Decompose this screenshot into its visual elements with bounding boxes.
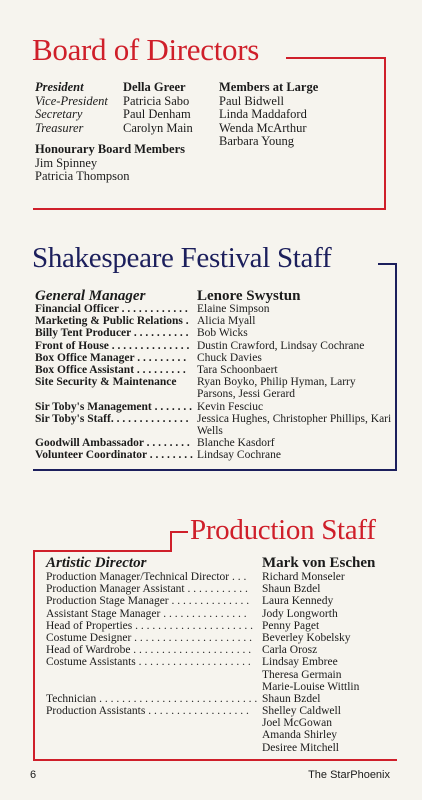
member-name: Paul Bidwell bbox=[219, 93, 284, 108]
production-name: Shaun Bzdel bbox=[262, 692, 321, 705]
officer-name: Paul Denham bbox=[123, 107, 191, 121]
festival-name: Tara Schoonbaert bbox=[197, 363, 278, 376]
production-name: Penny Paget bbox=[262, 619, 320, 632]
board-members-at-large bbox=[219, 81, 318, 149]
production-role: Costume Assistants . . . . . . . . . . . . . . . . . . . . bbox=[46, 656, 251, 669]
production-role: Production Manager Assistant . . . . . . . . . . . bbox=[46, 583, 248, 596]
production-name: Shaun Bzdel bbox=[262, 583, 321, 596]
festival-role: Marketing & Public Relations . bbox=[35, 315, 189, 328]
production-name: Jody Longworth bbox=[262, 607, 338, 620]
festival-role: Goodwill Ambassador . . . . . . . . bbox=[35, 437, 190, 450]
production-title: Production Staff bbox=[190, 514, 376, 546]
board-honourary bbox=[35, 143, 185, 184]
member-name: Wenda McArthur bbox=[219, 120, 307, 135]
production-name: Joel McGowan bbox=[262, 717, 332, 730]
festival-name: Ryan Boyko, Philip Hyman, Larry Parsons, Jessi Gerard bbox=[197, 376, 356, 401]
production-role: Costume Designer . . . . . . . . . . . . . . . . . . . . . bbox=[46, 631, 253, 644]
festival-roles-column bbox=[35, 303, 197, 461]
festival-name: Lindsay Cochrane bbox=[197, 449, 281, 462]
officer-name: Carolyn Main bbox=[123, 120, 193, 135]
honourary-heading: Honourary Board Members bbox=[35, 142, 185, 156]
board-title: Board of Directors bbox=[32, 32, 260, 67]
festival-name: Blanche Kasdorf bbox=[197, 437, 275, 450]
production-name: Marie-Louise Wittlin bbox=[262, 680, 360, 693]
festival-frame-top bbox=[378, 263, 396, 265]
production-frame-top bbox=[170, 531, 188, 533]
production-role: Assistant Stage Manager . . . . . . . . . . . . . . . bbox=[46, 607, 247, 620]
production-role: Production Assistants . . . . . . . . . . . . . . . . . . bbox=[46, 705, 249, 718]
festival-name: Dustin Crawford, Lindsay Cochrane bbox=[197, 339, 365, 352]
production-name: Desiree Mitchell bbox=[262, 741, 339, 754]
production-role: Head of Wardrobe . . . . . . . . . . . . . . . . . . . . . bbox=[46, 644, 252, 657]
production-name: Theresa Germain bbox=[262, 668, 342, 681]
board-officer-roles bbox=[35, 81, 108, 135]
artistic-director-name: Mark von Eschen bbox=[262, 555, 376, 571]
festival-title: Shakespeare Festival Staff bbox=[32, 242, 332, 274]
production-roles-column bbox=[46, 571, 262, 717]
artistic-director-label: Artistic Director bbox=[46, 555, 147, 571]
festival-name: Kevin Fesciuc bbox=[197, 400, 264, 413]
members-heading: Members at Large bbox=[219, 80, 319, 94]
festival-frame-bottom bbox=[33, 469, 397, 471]
production-name: Shelley Caldwell bbox=[262, 705, 341, 718]
production-role: Production Manager/Technical Director . . . bbox=[46, 571, 247, 583]
production-names-column bbox=[262, 571, 402, 754]
festival-role: Volunteer Coordinator . . . . . . . . bbox=[35, 449, 193, 462]
production-frame-step bbox=[170, 531, 172, 551]
honourary-name: Jim Spinney bbox=[35, 155, 98, 170]
honourary-name: Patricia Thompson bbox=[35, 169, 130, 183]
member-name: Barbara Young bbox=[219, 134, 294, 148]
festival-name: Elaine Simpson bbox=[197, 303, 270, 315]
production-role: Technician . . . . . . . . . . . . . . . . . . . . . . . . . . . . bbox=[46, 692, 258, 705]
officer-role: Secretary bbox=[35, 107, 83, 121]
publication-name: The StarPhoenix bbox=[308, 769, 390, 781]
production-name: Richard Monseler bbox=[262, 571, 345, 583]
festival-name: Jessica Hughes, Christopher Phillips, Kari Wells bbox=[197, 412, 392, 437]
festival-role: Front of House . . . . . . . . . . . . . . bbox=[35, 339, 190, 352]
officer-name: Della Greer bbox=[123, 80, 186, 94]
production-name: Laura Kennedy bbox=[262, 595, 334, 608]
festival-name: Alicia Myall bbox=[197, 315, 256, 328]
festival-names-column bbox=[197, 303, 397, 461]
general-manager-label: General Manager bbox=[35, 288, 146, 304]
production-frame-bottom bbox=[33, 759, 397, 761]
board-frame-right bbox=[384, 57, 386, 209]
officer-role: President bbox=[35, 80, 84, 94]
production-role: Production Stage Manager . . . . . . . . . . . . . . bbox=[46, 595, 250, 608]
officer-role: Vice-President bbox=[35, 93, 108, 108]
festival-role: Site Security & Maintenance bbox=[35, 376, 177, 389]
production-role: Head of Properties . . . . . . . . . . . . . . . . . . . . . bbox=[46, 619, 253, 632]
production-name: Beverley Kobelsky bbox=[262, 631, 351, 644]
page-number: 6 bbox=[30, 769, 37, 781]
production-frame-left bbox=[33, 550, 35, 760]
general-manager-name: Lenore Swystun bbox=[197, 288, 301, 304]
production-name: Amanda Shirley bbox=[262, 729, 338, 742]
festival-name: Chuck Davies bbox=[197, 351, 262, 364]
festival-role: Sir Toby's Staff. . . . . . . . . . . . . . bbox=[35, 412, 189, 425]
festival-role: Billy Tent Producer . . . . . . . . . . bbox=[35, 327, 189, 340]
officer-name: Patricia Sabo bbox=[123, 93, 190, 108]
board-frame-bottom bbox=[33, 208, 386, 210]
member-name: Linda Maddaford bbox=[219, 107, 307, 121]
festival-role: Sir Toby's Management . . . . . . . bbox=[35, 400, 192, 413]
festival-role: Box Office Manager . . . . . . . . . bbox=[35, 351, 187, 364]
production-name: Lindsay Embree bbox=[262, 656, 338, 669]
board-officer-names bbox=[123, 81, 193, 135]
festival-role: Box Office Assistant . . . . . . . . . bbox=[35, 363, 186, 376]
production-frame-ledge bbox=[33, 550, 172, 552]
board-frame-top bbox=[286, 57, 385, 59]
production-name: Carla Orosz bbox=[262, 644, 318, 657]
festival-name: Bob Wicks bbox=[197, 327, 248, 340]
officer-role: Treasurer bbox=[35, 120, 84, 135]
festival-role: Financial Officer . . . . . . . . . . . . bbox=[35, 303, 188, 315]
